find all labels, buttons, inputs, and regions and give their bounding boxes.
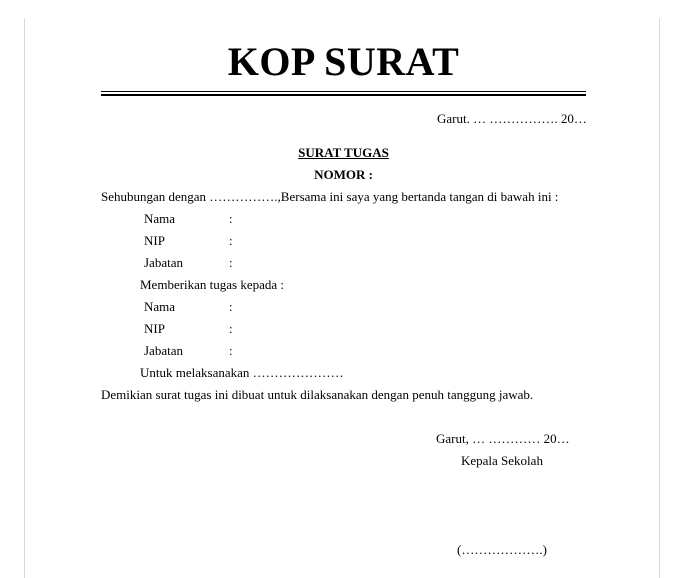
- signer-name-separator: :: [229, 211, 233, 226]
- assignee-name-label: Nama: [144, 299, 176, 314]
- signer-position-label: Jabatan: [144, 255, 183, 270]
- signer-nip-label: NIP: [144, 233, 165, 248]
- document-title: SURAT TUGAS: [298, 145, 389, 160]
- assignee-nip-label: NIP: [144, 321, 165, 336]
- top-date: Garut. … ……………. 20…: [437, 111, 587, 126]
- letterhead-rule-thin: [101, 91, 586, 92]
- signer-name-label: Nama: [144, 211, 176, 226]
- closing-paragraph: Demikian surat tugas ini dibuat untuk dilaksanakan dengan penuh tanggung jawab.: [101, 387, 534, 402]
- document-number-label: NOMOR :: [314, 167, 373, 182]
- signature-name-placeholder: (……………….): [457, 542, 547, 557]
- signature-position: Kepala Sekolah: [461, 453, 543, 468]
- assignee-name-separator: :: [229, 299, 233, 314]
- signature-date: Garut, … ………… 20…: [436, 431, 570, 446]
- signer-nip-separator: :: [229, 233, 233, 248]
- assignee-position-separator: :: [229, 343, 233, 358]
- assign-intro: Memberikan tugas kepada :: [140, 277, 285, 292]
- assignee-position-label: Jabatan: [144, 343, 183, 358]
- letterhead-title: KOP SURAT: [227, 39, 460, 84]
- letterhead-rule-thick: [101, 94, 586, 96]
- page-right-edge: [659, 18, 660, 578]
- signer-position-separator: :: [229, 255, 233, 270]
- assignee-nip-separator: :: [229, 321, 233, 336]
- task-line: Untuk melaksanakan …………………: [140, 365, 344, 380]
- page-left-edge: [24, 18, 25, 578]
- intro-paragraph: Sehubungan dengan …………….,Bersama ini saya yang bertanda tangan di bawah ini :: [101, 189, 559, 204]
